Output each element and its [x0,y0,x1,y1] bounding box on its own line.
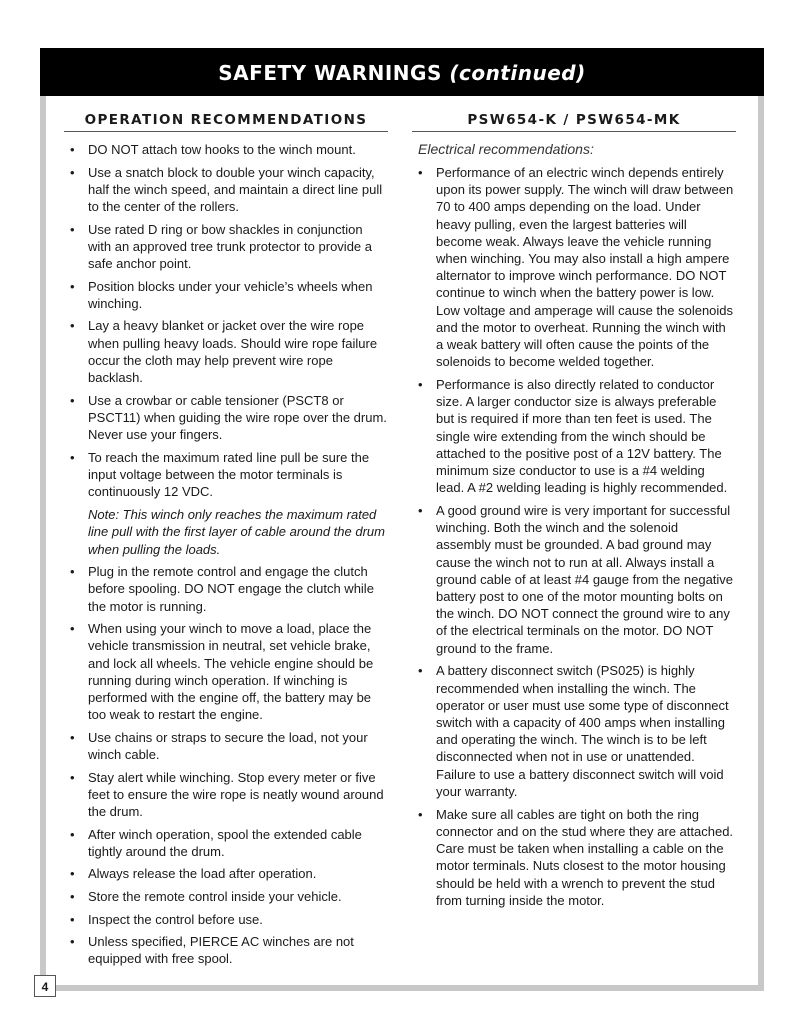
operation-recommendations-list [64,141,388,968]
banner-subtitle: (continued) [449,61,586,85]
bullet-icon: • [70,564,75,580]
electrical-recommendations-list [412,164,736,909]
list-item: • After winch operation, spool the extended cable tightly around the drum. [70,826,362,859]
list-item: • Lay a heavy blanket or jacket over the wire rope when pulling heavy loads. Should wire rope failure occur the cloth may help prevent wire rope backlash. [70,318,378,385]
bullet-icon: • [70,911,75,927]
operation-recommendations-heading: OPERATION RECOMMENDATIONS [64,112,388,132]
bullet-icon: • [70,221,75,237]
bullet-icon: • [418,377,423,393]
section-banner [40,48,764,96]
bullet-icon: • [70,621,75,637]
bullet-icon: • [418,663,423,679]
bullet-icon: • [70,934,75,950]
operation-recommendations-column [64,112,388,973]
electrical-subheading: Electrical recommendations: [418,141,594,157]
bullet-icon: • [418,503,423,519]
list-item: • To reach the maximum rated line pull be sure the input voltage between the motor terminals is continuously 12 VDC. Note: This winch only reaches the maximum rated line pull with the first layer of cable around the drum when pulling the loads. [64,449,388,558]
model-heading: PSW654-K / PSW654-MK [412,112,736,132]
bullet-icon: • [70,318,75,334]
bullet-icon: • [70,449,75,465]
list-item: • Make sure all cables are tight on both the ring connector and on the stud where they are attached. Care must be taken when installing a cable on the motor terminals. Nuts closest to the motor housing should be held with a wrench to prevent the stud from turning inside the motor. [418,806,734,908]
list-item: • Use a snatch block to double your winch capacity, half the winch speed, and maintain a direct line pull to the center of the rollers. [70,164,383,214]
list-item: • Use rated D ring or bow shackles in conjunction with an approved tree trunk protector to provide a safe anchor point. [70,221,372,271]
bullet-icon: • [70,142,75,157]
bullet-icon: • [418,165,423,180]
bullet-icon: • [70,278,75,294]
bullet-icon: • [70,866,75,882]
list-item: • Use a crowbar or cable tensioner (PSCT8 or PSCT11) when guiding the wire rope over the drum. Never use your fingers. [70,392,387,442]
page-number: 4 [34,975,56,997]
list-item: • Performance is also directly related to conductor size. A larger conductor size is always preferable but is required if more than ten feet is used. The single wire extending from the winch should be attached to the positive post of a 12V battery. The minimum size conductor to use is a #4 welding lead. A #2 welding leading is highly recommended. [418,377,728,496]
bullet-icon: • [70,769,75,785]
list-item: • Unless specified, PIERCE AC winches are not equipped with free spool. [70,934,354,967]
electrical-recommendations-column [412,112,736,915]
list-item: • Performance of an electric winch depends entirely upon its power supply. The winch will draw between 70 to 400 amps depending on the load. Under heavy pulling, even the largest batteries will become weak. Always leave the vehicle running when winching. You may also install a high ampere alternator to improve winch performance. DO NOT continue to winch when the battery power is low. Low voltage and amperage will cause the solenoids and the motor to overheat. Running the winch with a weak battery will often cause the points of the solenoids to become welded together. [418,165,734,370]
list-item: • Inspect the control before use. [70,911,263,927]
bullet-icon: • [70,889,75,904]
list-item: • Store the remote control inside your vehicle. [70,889,342,904]
list-item: • DO NOT attach tow hooks to the winch mount. [70,142,356,157]
bullet-icon: • [70,392,75,408]
bullet-icon: • [70,729,75,745]
list-item: • Position blocks under your vehicle’s wheels when winching. [70,278,373,311]
bullet-icon: • [70,826,75,842]
list-item: • A good ground wire is very important for successful winching. Both the winch and the solenoid assembly must be grounded. A bad ground may cause the winch not to run at all. Always install a ground cable of at least #4 gauge from the negative battery post to one of the motor mounting bolts on the winch. DO NOT connect the ground wire to any of the electrical terminals on the motor. DO NOT ground to the frame. [418,503,734,656]
list-item: • When using your winch to move a load, place the vehicle transmission in neutral, set vehicle brake, and lock all wheels. The vehicle engine should be running during winch operation. If winching is performed with the engine off, the battery may be too weak to restart the engine. [70,621,374,723]
list-item: • A battery disconnect switch (PS025) is highly recommended when installing the winch. The operator or user must use some type of disconnect switch with a capacity of 400 amps when installing and operating the winch. The winch is to be left disconnected when not in use or unattended. Failure to use a battery disconnect switch will void your warranty. [418,663,729,799]
max-line-pull-note: Note: This winch only reaches the maximum rated line pull with the first layer of cable around the drum when pulling the loads. [88,507,385,557]
list-item: • Always release the load after operation. [70,866,317,882]
banner-title: SAFETY WARNINGS [218,61,442,85]
list-item: • Use chains or straps to secure the load, not your winch cable. [70,729,368,763]
bullet-icon: • [70,164,75,180]
list-item: • Plug in the remote control and engage the clutch before spooling. DO NOT engage the clutch while the motor is running. [70,564,374,614]
bullet-icon: • [418,806,423,822]
list-item: • Stay alert while winching. Stop every meter or five feet to ensure the wire rope is neatly wound around the drum. [70,769,384,820]
